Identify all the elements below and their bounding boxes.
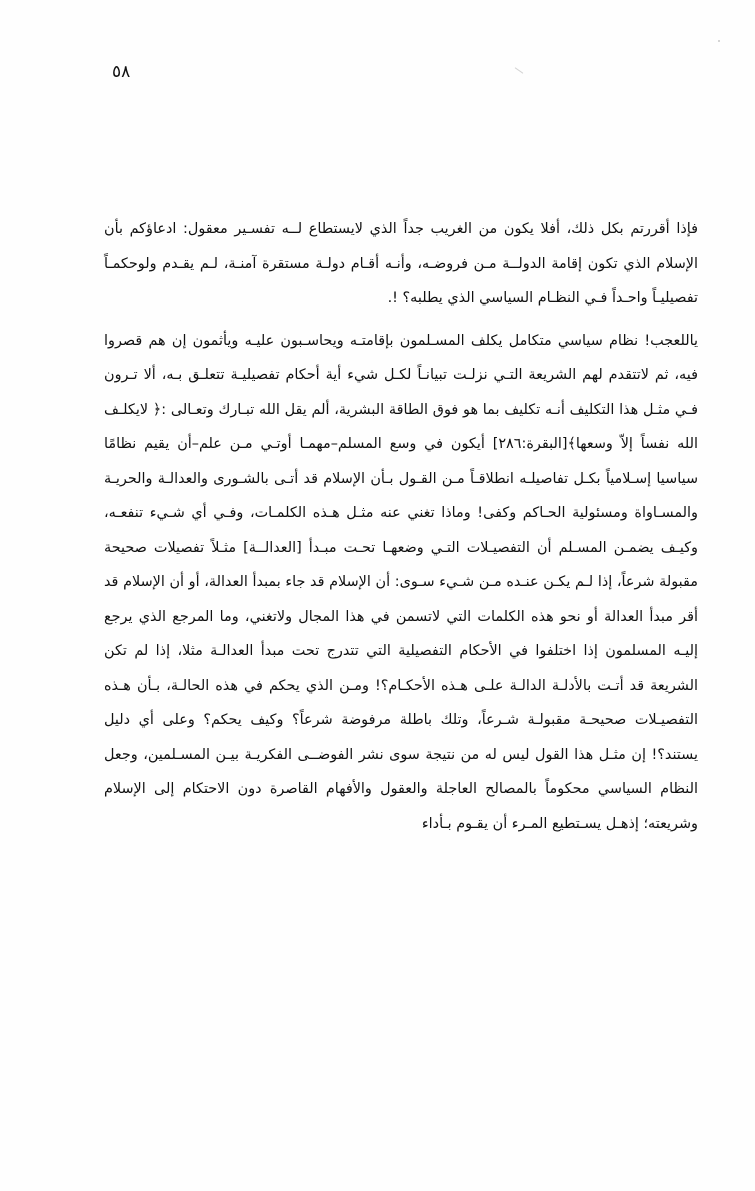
scan-mark (515, 67, 524, 74)
scan-mark (718, 40, 720, 42)
page-number: ٥٨ (112, 62, 131, 82)
paragraph: فإذا أقررتم بكل ذلك، أفلا يكون من الغريب جداً الذي لايستطاع لــه تفسـير معقول: ادعاؤكم بأن الإسلام الذي تكون إقامة الدولــة مـن فروضـه، وأنـه أقـام دولـة مستقرة آمنـة، لـم يقـدم ولوحكمـاً تفصيليـاً واحـداً فـي النظـام السياسي الذي يطلبه؟ !. (104, 221, 698, 306)
body-text (104, 212, 698, 841)
paragraph: ياللعجب! نظام سياسي متكامل يكلف المسـلمون بإقامتـه ويحاسـبون عليـه ويأثمون إن هم قصروا فيه، ثم لاتتقدم لهم الشريعة التـي نزلـت تبيانـاً لكـل شيء أية أحكام تفصيليـة تتعلـق بـه، ألا تـرون فـي مثـل هذا التكليف أنـه تكليف بما هو فوق الطاقة البشرية، ألم يقل الله تبـارك وتعـالى :﴿ لايكلـف الله نفساً إلاّ وسعها﴾[البقرة:٢٨٦] أيكون في وسع المسلم–مهمـا أوتـي مـن علم–أن يقيم نظامًا سياسيا إسـلامياً بكـل تفاصيلـه انطلاقـاً مـن القـول بـأن الإسلام قد أتـى بالشـورى والعدالـة والحريـة والمسـاواة ومسئولية الحـاكم وكفى! وماذا تغني عنه مثـل هـذه الكلمـات، وفـي أي شـيء تنفعـه، وكيـف يضمـن المسـلم أن التفصيـلات التـي وضعهـا تحـت مبـدأ [العدالــة] مثـلاً تفصيلات صحيحة مقبولة شرعاً، إذا لـم يكـن عنـده مـن شـيء سـوى: أن الإسلام قد جاء بمبدأ العدالة، أو أن الإسلام قد أقر مبدأ العدالة أو نحو هذه الكلمات التي لاتسمن في هذا المجال ولاتغني، وما المرجع الذي يرجع إليـه المسلمون إذا اختلفوا في الأحكام التفصيلية التي تتدرج تحت مبدأ العدالـة مثلا، إذا لم تكن الشريعة قد أتـت بالأدلـة الدالـة علـى هـذه الأحكـام؟! ومـن الذي يحكم في هذه الحالـة، بـأن هـذه التفصيـلات صحيحـة مقبولـة شـرعاً، وتلك باطلة مرفوضة شرعاً؟ وكيف يحكم؟ وعلى أي دليل يستند؟! إن مثـل هذا القول ليس له من نتيجة سوى نشر الفوضــى الفكريـة بيـن المسـلمين، وجعل النظام السياسي محكوماً بالمصالح العاجلة والعقول والأفهام القاصرة دون الاحتكام إلى الإسلام وشريعته؛ إذهـل يسـتطيع المـرء أن يقـوم بـأداء (104, 332, 698, 832)
